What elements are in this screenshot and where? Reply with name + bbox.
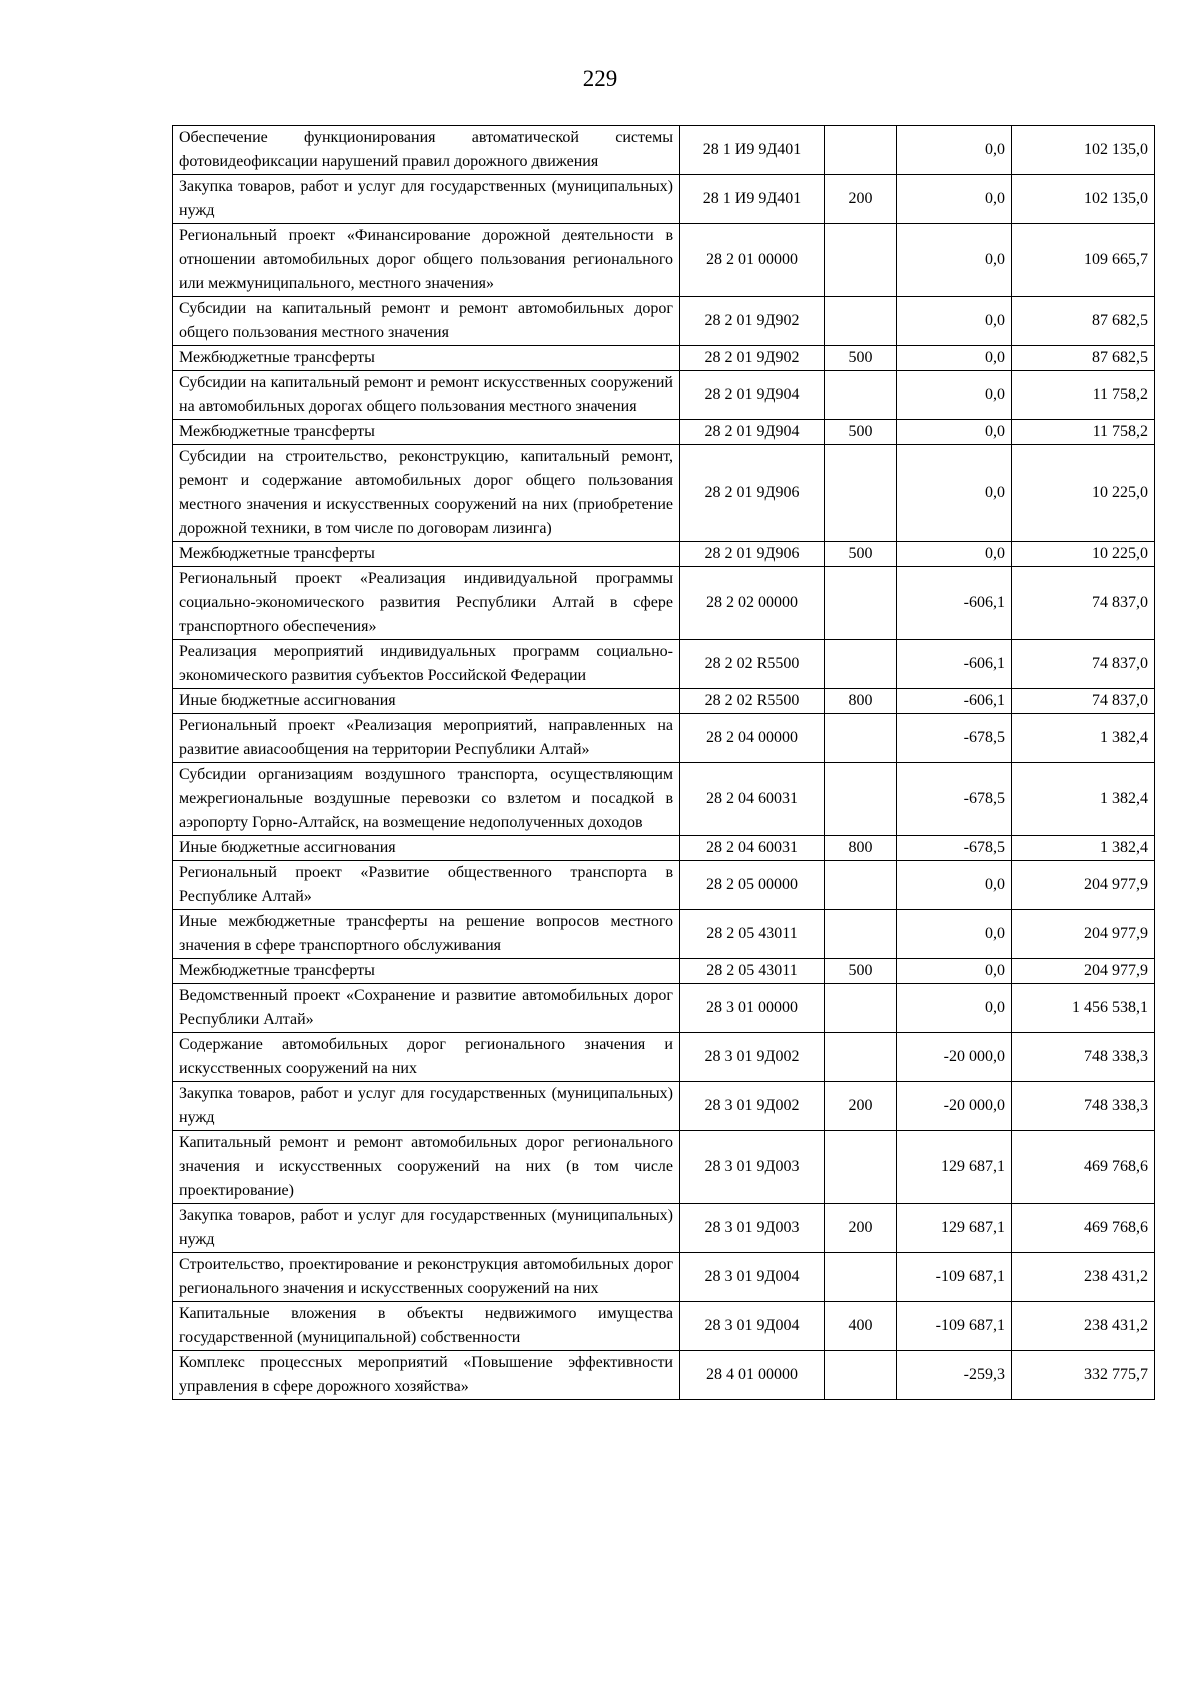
page-number: 229 xyxy=(582,66,618,91)
row-name-cell: Региональный проект «Реализация мероприятий, направленных на развитие авиасообщения на территории Республики Алтай» xyxy=(173,714,680,763)
table-row xyxy=(173,861,1155,910)
target-code-cell: 28 1 И9 9Д401 xyxy=(680,175,825,224)
table-row xyxy=(173,224,1155,297)
row-name-cell: Капитальный ремонт и ремонт автомобильных дорог регионального значения и искусственных сооружений на них (в том числе проектирование) xyxy=(173,1131,680,1204)
total-amount-cell: 469 768,6 xyxy=(1012,1131,1155,1204)
target-code-cell: 28 2 05 43011 xyxy=(680,910,825,959)
table-row xyxy=(173,1082,1155,1131)
total-amount-cell: 469 768,6 xyxy=(1012,1204,1155,1253)
row-name-cell: Межбюджетные трансферты xyxy=(173,959,680,984)
row-name-cell: Иные бюджетные ассигнования xyxy=(173,689,680,714)
target-code-cell: 28 2 02 00000 xyxy=(680,567,825,640)
row-name-cell: Закупка товаров, работ и услуг для государственных (муниципальных) нужд xyxy=(173,1204,680,1253)
target-code-cell: 28 2 04 60031 xyxy=(680,836,825,861)
table-row xyxy=(173,420,1155,445)
total-amount-cell: 74 837,0 xyxy=(1012,640,1155,689)
expense-type-cell xyxy=(825,1351,897,1400)
change-amount-cell: 0,0 xyxy=(897,445,1012,542)
row-name-cell: Закупка товаров, работ и услуг для государственных (муниципальных) нужд xyxy=(173,1082,680,1131)
expense-type-cell: 800 xyxy=(825,836,897,861)
table-row xyxy=(173,1033,1155,1082)
expense-type-cell xyxy=(825,224,897,297)
total-amount-cell: 74 837,0 xyxy=(1012,689,1155,714)
total-amount-cell: 102 135,0 xyxy=(1012,126,1155,175)
target-code-cell: 28 3 01 9Д004 xyxy=(680,1253,825,1302)
total-amount-cell: 1 456 538,1 xyxy=(1012,984,1155,1033)
expense-type-cell xyxy=(825,371,897,420)
target-code-cell: 28 2 05 00000 xyxy=(680,861,825,910)
table-row xyxy=(173,1351,1155,1400)
table-row xyxy=(173,297,1155,346)
row-name-cell: Реализация мероприятий индивидуальных программ социально-экономического развития субъектов Российской Федерации xyxy=(173,640,680,689)
expense-type-cell xyxy=(825,1033,897,1082)
target-code-cell: 28 2 01 9Д902 xyxy=(680,297,825,346)
row-name-cell: Межбюджетные трансферты xyxy=(173,542,680,567)
table-row xyxy=(173,910,1155,959)
row-name-cell: Субсидии на капитальный ремонт и ремонт искусственных сооружений на автомобильных дорогах общего пользования местного значения xyxy=(173,371,680,420)
change-amount-cell: 0,0 xyxy=(897,346,1012,371)
row-name-cell: Содержание автомобильных дорог регионального значения и искусственных сооружений на них xyxy=(173,1033,680,1082)
target-code-cell: 28 3 01 9Д003 xyxy=(680,1204,825,1253)
expense-type-cell xyxy=(825,984,897,1033)
target-code-cell: 28 2 01 9Д906 xyxy=(680,445,825,542)
expense-type-cell xyxy=(825,297,897,346)
row-name-cell: Капитальные вложения в объекты недвижимого имущества государственной (муниципальной) собственности xyxy=(173,1302,680,1351)
table-row xyxy=(173,689,1155,714)
total-amount-cell: 204 977,9 xyxy=(1012,910,1155,959)
table-row xyxy=(173,763,1155,836)
row-name-cell: Межбюджетные трансферты xyxy=(173,346,680,371)
change-amount-cell: 129 687,1 xyxy=(897,1204,1012,1253)
total-amount-cell: 10 225,0 xyxy=(1012,542,1155,567)
table-row xyxy=(173,175,1155,224)
target-code-cell: 28 3 01 9Д004 xyxy=(680,1302,825,1351)
change-amount-cell: 0,0 xyxy=(897,126,1012,175)
expense-type-cell: 200 xyxy=(825,175,897,224)
expense-type-cell xyxy=(825,1253,897,1302)
row-name-cell: Обеспечение функционирования автоматической системы фотовидеофиксации нарушений правил дорожного движения xyxy=(173,126,680,175)
change-amount-cell: 0,0 xyxy=(897,861,1012,910)
row-name-cell: Региональный проект «Финансирование дорожной деятельности в отношении автомобильных дорог общего пользования регионального или межмуниципального, местного значения» xyxy=(173,224,680,297)
total-amount-cell: 238 431,2 xyxy=(1012,1253,1155,1302)
row-name-cell: Межбюджетные трансферты xyxy=(173,420,680,445)
change-amount-cell: 0,0 xyxy=(897,984,1012,1033)
expense-type-cell: 500 xyxy=(825,420,897,445)
table-row xyxy=(173,1131,1155,1204)
change-amount-cell: -678,5 xyxy=(897,836,1012,861)
row-name-cell: Субсидии на капитальный ремонт и ремонт автомобильных дорог общего пользования местного значения xyxy=(173,297,680,346)
change-amount-cell: 0,0 xyxy=(897,297,1012,346)
target-code-cell: 28 3 01 9Д002 xyxy=(680,1082,825,1131)
row-name-cell: Закупка товаров, работ и услуг для государственных (муниципальных) нужд xyxy=(173,175,680,224)
change-amount-cell: -678,5 xyxy=(897,763,1012,836)
total-amount-cell: 1 382,4 xyxy=(1012,836,1155,861)
change-amount-cell: -606,1 xyxy=(897,689,1012,714)
total-amount-cell: 204 977,9 xyxy=(1012,959,1155,984)
change-amount-cell: 0,0 xyxy=(897,224,1012,297)
target-code-cell: 28 2 01 9Д904 xyxy=(680,371,825,420)
row-name-cell: Иные межбюджетные трансферты на решение вопросов местного значения в сфере транспортного обслуживания xyxy=(173,910,680,959)
table-row xyxy=(173,126,1155,175)
change-amount-cell: 0,0 xyxy=(897,371,1012,420)
total-amount-cell: 1 382,4 xyxy=(1012,714,1155,763)
expense-type-cell xyxy=(825,910,897,959)
total-amount-cell: 109 665,7 xyxy=(1012,224,1155,297)
expense-type-cell: 400 xyxy=(825,1302,897,1351)
total-amount-cell: 238 431,2 xyxy=(1012,1302,1155,1351)
expense-type-cell xyxy=(825,567,897,640)
change-amount-cell: -606,1 xyxy=(897,640,1012,689)
row-name-cell: Субсидии организациям воздушного транспорта, осуществляющим межрегиональные воздушные перевозки со взлетом и посадкой в аэропорту Горно-Алтайск, на возмещение недополученных доходов xyxy=(173,763,680,836)
row-name-cell: Ведомственный проект «Сохранение и развитие автомобильных дорог Республики Алтай» xyxy=(173,984,680,1033)
row-name-cell: Строительство, проектирование и реконструкция автомобильных дорог регионального значения и искусственных сооружений на них xyxy=(173,1253,680,1302)
target-code-cell: 28 2 01 00000 xyxy=(680,224,825,297)
budget-table-body xyxy=(173,126,1155,1400)
change-amount-cell: 129 687,1 xyxy=(897,1131,1012,1204)
target-code-cell: 28 2 04 00000 xyxy=(680,714,825,763)
table-row xyxy=(173,445,1155,542)
table-row xyxy=(173,346,1155,371)
change-amount-cell: 0,0 xyxy=(897,175,1012,224)
expense-type-cell xyxy=(825,640,897,689)
total-amount-cell: 748 338,3 xyxy=(1012,1033,1155,1082)
table-row xyxy=(173,836,1155,861)
total-amount-cell: 11 758,2 xyxy=(1012,371,1155,420)
target-code-cell: 28 2 01 9Д904 xyxy=(680,420,825,445)
change-amount-cell: 0,0 xyxy=(897,420,1012,445)
expense-type-cell: 200 xyxy=(825,1082,897,1131)
expense-type-cell: 800 xyxy=(825,689,897,714)
row-name-cell: Иные бюджетные ассигнования xyxy=(173,836,680,861)
table-row xyxy=(173,371,1155,420)
table-row xyxy=(173,640,1155,689)
expense-type-cell xyxy=(825,126,897,175)
expense-type-cell: 500 xyxy=(825,959,897,984)
target-code-cell: 28 3 01 00000 xyxy=(680,984,825,1033)
expense-type-cell xyxy=(825,763,897,836)
table-row xyxy=(173,984,1155,1033)
expense-type-cell xyxy=(825,445,897,542)
change-amount-cell: -20 000,0 xyxy=(897,1033,1012,1082)
target-code-cell: 28 2 04 60031 xyxy=(680,763,825,836)
expense-type-cell xyxy=(825,714,897,763)
table-row xyxy=(173,567,1155,640)
total-amount-cell: 10 225,0 xyxy=(1012,445,1155,542)
target-code-cell: 28 2 01 9Д906 xyxy=(680,542,825,567)
total-amount-cell: 1 382,4 xyxy=(1012,763,1155,836)
total-amount-cell: 102 135,0 xyxy=(1012,175,1155,224)
target-code-cell: 28 3 01 9Д002 xyxy=(680,1033,825,1082)
budget-table xyxy=(172,125,1155,1400)
change-amount-cell: -606,1 xyxy=(897,567,1012,640)
total-amount-cell: 332 775,7 xyxy=(1012,1351,1155,1400)
change-amount-cell: 0,0 xyxy=(897,910,1012,959)
target-code-cell: 28 3 01 9Д003 xyxy=(680,1131,825,1204)
expense-type-cell: 500 xyxy=(825,346,897,371)
total-amount-cell: 87 682,5 xyxy=(1012,346,1155,371)
total-amount-cell: 87 682,5 xyxy=(1012,297,1155,346)
table-row xyxy=(173,1302,1155,1351)
expense-type-cell: 500 xyxy=(825,542,897,567)
change-amount-cell: -109 687,1 xyxy=(897,1253,1012,1302)
total-amount-cell: 204 977,9 xyxy=(1012,861,1155,910)
table-row xyxy=(173,1204,1155,1253)
target-code-cell: 28 4 01 00000 xyxy=(680,1351,825,1400)
table-row xyxy=(173,714,1155,763)
change-amount-cell: -20 000,0 xyxy=(897,1082,1012,1131)
row-name-cell: Субсидии на строительство, реконструкцию, капитальный ремонт, ремонт и содержание автомобильных дорог общего пользования местного значения и искусственных сооружений на них (приобретение дорожной техники, в том числе по договорам лизинга) xyxy=(173,445,680,542)
target-code-cell: 28 2 02 R5500 xyxy=(680,689,825,714)
target-code-cell: 28 1 И9 9Д401 xyxy=(680,126,825,175)
target-code-cell: 28 2 02 R5500 xyxy=(680,640,825,689)
change-amount-cell: 0,0 xyxy=(897,542,1012,567)
table-row xyxy=(173,542,1155,567)
change-amount-cell: -259,3 xyxy=(897,1351,1012,1400)
expense-type-cell: 200 xyxy=(825,1204,897,1253)
target-code-cell: 28 2 05 43011 xyxy=(680,959,825,984)
row-name-cell: Региональный проект «Реализация индивидуальной программы социально-экономического развития Республики Алтай в сфере транспортного обеспечения» xyxy=(173,567,680,640)
change-amount-cell: 0,0 xyxy=(897,959,1012,984)
total-amount-cell: 74 837,0 xyxy=(1012,567,1155,640)
change-amount-cell: -109 687,1 xyxy=(897,1302,1012,1351)
row-name-cell: Региональный проект «Развитие общественного транспорта в Республике Алтай» xyxy=(173,861,680,910)
total-amount-cell: 748 338,3 xyxy=(1012,1082,1155,1131)
table-row xyxy=(173,959,1155,984)
target-code-cell: 28 2 01 9Д902 xyxy=(680,346,825,371)
change-amount-cell: -678,5 xyxy=(897,714,1012,763)
total-amount-cell: 11 758,2 xyxy=(1012,420,1155,445)
table-row xyxy=(173,1253,1155,1302)
expense-type-cell xyxy=(825,1131,897,1204)
row-name-cell: Комплекс процессных мероприятий «Повышение эффективности управления в сфере дорожного хозяйства» xyxy=(173,1351,680,1400)
expense-type-cell xyxy=(825,861,897,910)
